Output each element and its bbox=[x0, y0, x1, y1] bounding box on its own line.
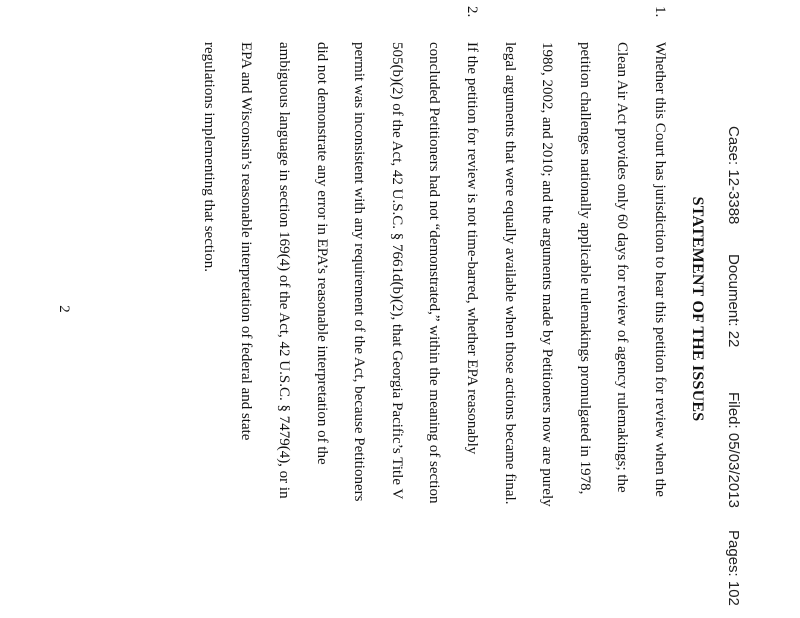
issue-number: 1. bbox=[652, 6, 668, 18]
issue-1 bbox=[490, 0, 678, 618]
page-number: 2 bbox=[56, 305, 72, 313]
issue-line: Whether this Court has jurisdiction to hear this petition for review when the bbox=[652, 42, 668, 497]
filed-date: Filed: 05/03/2013 bbox=[725, 392, 742, 508]
issue-line: petition challenges nationally applicable rulemakings promulgated in 1978, bbox=[576, 42, 593, 495]
issue-line: 505(b)(2) of the Act, 42 U.S.C. § 7661d(b)(2), that Georgia Pacific’s Title V bbox=[388, 42, 405, 500]
case-number: Case: 12-3388 bbox=[725, 126, 742, 225]
issue-line: 1980, 2002, and 2010; and the arguments made by Petitioners now are purely bbox=[539, 42, 556, 507]
issue-line: legal arguments that were equally available when those actions became final. bbox=[501, 42, 518, 505]
issue-line: EPA and Wisconsin’s reasonable interpretation of federal and state bbox=[238, 42, 255, 441]
document-number: Document: 22 bbox=[725, 254, 742, 348]
issue-line: ambiguous language in section 169(4) of the Act, 42 U.S.C. § 7479(4), or in bbox=[276, 42, 293, 499]
issue-line: If the petition for review is not time-barred, whether EPA reasonably bbox=[464, 42, 481, 455]
issues-list bbox=[189, 0, 678, 618]
issue-line: regulations implementing that section. bbox=[200, 42, 217, 272]
issue-line: Clean Air Act provides only 60 days for review of agency rulemakings; the bbox=[614, 42, 631, 493]
issue-line: did not demonstrate any error in EPA’s reasonable interpretation of the bbox=[313, 42, 330, 465]
issue-2 bbox=[189, 0, 490, 618]
page-count: Pages: 102 bbox=[725, 530, 742, 606]
issue-number: 2. bbox=[464, 6, 481, 18]
section-title: STATEMENT OF THE ISSUES bbox=[689, 196, 706, 422]
issue-line: concluded Petitioners had not “demonstrated,” within the meaning of section bbox=[426, 42, 443, 504]
issue-line: permit was inconsistent with any requirement of the Act, because Petitioners bbox=[351, 42, 368, 502]
